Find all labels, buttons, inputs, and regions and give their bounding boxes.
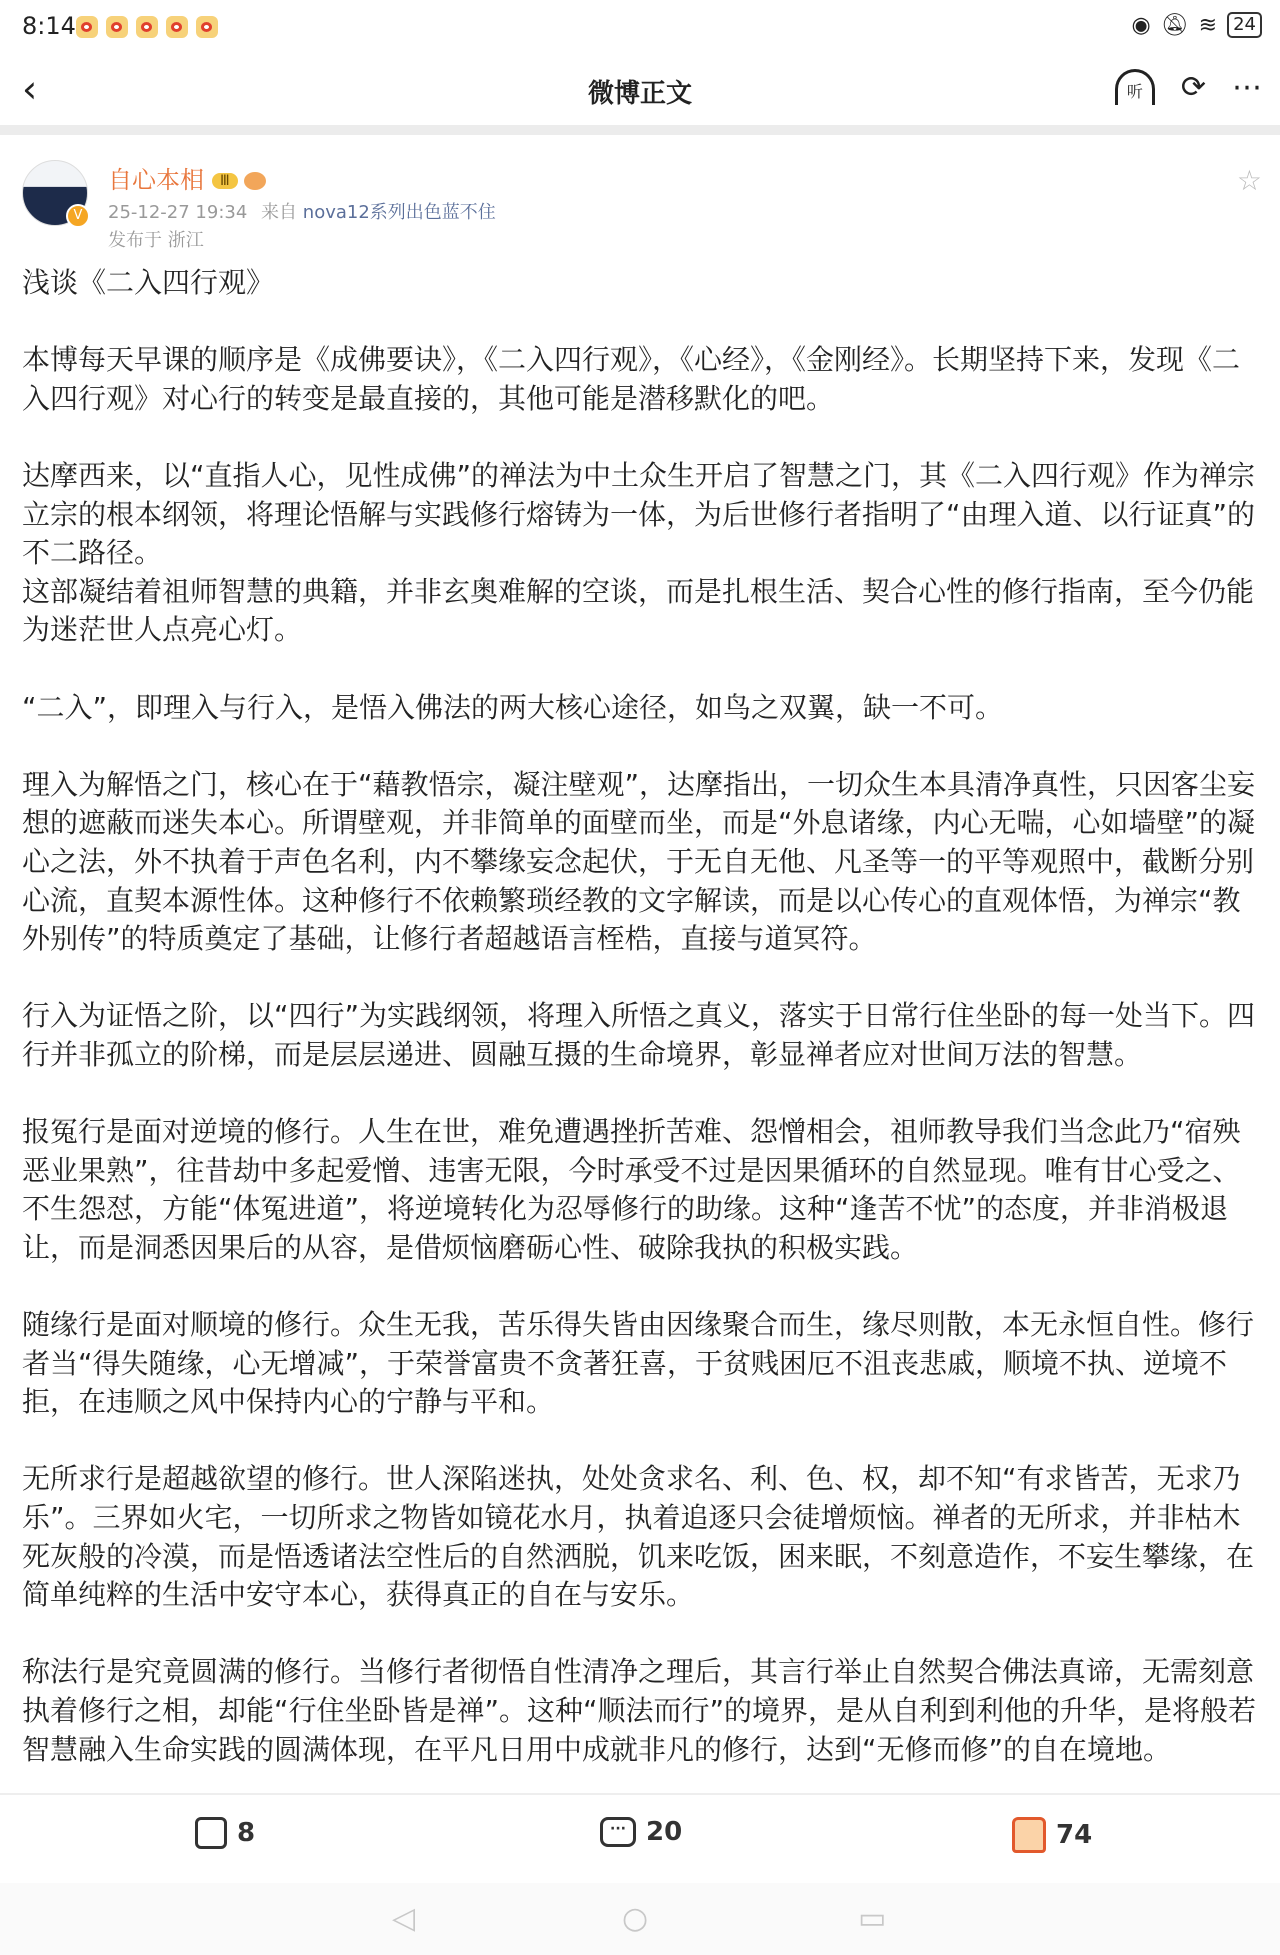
header-divider — [0, 125, 1280, 135]
fan-badge-icon[interactable] — [244, 172, 266, 190]
listen-headphones-icon[interactable]: 听 — [1115, 69, 1155, 105]
post-paragraph: 本博每天早课的顺序是《成佛要诀》，《二入四行观》，《心经》，《金刚经》。长期坚持下来，发现《二入四行观》对心行的转变是最直接的，其他可能是潜移默化的吧。 — [22, 343, 1241, 415]
weibo-notification-icon — [166, 16, 188, 38]
source-prefix: 来自 — [261, 202, 298, 223]
post-paragraph: 无所求行是超越欲望的修行。世人深陷迷执，处处贪求名、利、色、权，却不知“有求皆苦，无求乃乐”。三界如火宅，一切所求之物皆如镜花水月，执着追逐只会徒增烦恼。禅者的无所求，并非枯木死灰般的冷漠，而是悟透诸法空性后的自然洒脱，饥来吃饭，困来眠，不刻意造作，不妄生攀缘，在简单纯粹的生活中安守本心，获得真正的自在与安乐。 — [22, 1462, 1255, 1612]
top-nav-bar — [0, 55, 1280, 125]
crown-level-badge-icon[interactable]: Ⅲ — [212, 173, 238, 189]
status-time: 8:14 — [22, 12, 76, 40]
share-icon — [195, 1817, 227, 1849]
favorite-star-icon[interactable]: ☆ — [1236, 164, 1262, 197]
post-paragraph: 报冤行是面对逆境的修行。人生在世，难免遭遇挫折苦难、怨憎相会，祖师教导我们当念此乃“宿殃恶业果熟”，往昔劫中多起爱憎、违害无限，今时承受不过是因果循环的自然显现。唯有甘心受之、不生怨怼，方能“体冤进道”，将逆境转化为忍辱修行的助缘。这种“逢苦不忧”的态度，并非消极退让，而是洞悉因果后的从容，是借烦恼磨砺心性、破除我执的积极实践。 — [22, 1115, 1241, 1264]
post-paragraph: 达摩西来，以“直指人心，见性成佛”的禅法为中土众生开启了智慧之门，其《二入四行观》作为禅宗立宗的根本纲领，将理论悟解与实践修行熔铸为一体，为后世修行者指明了“由理入道、以行证真”的不二路径。 — [22, 458, 1256, 570]
author-name[interactable]: 自心本相 — [108, 166, 204, 194]
verified-badge-icon: V — [66, 204, 90, 228]
post-paragraph: “二入”，即理入与行入，是悟入佛法的两大核心途径，如鸟之双翼，缺一不可。 — [22, 690, 1004, 724]
system-nav-bar — [0, 1883, 1280, 1955]
like-button[interactable] — [1012, 1817, 1092, 1853]
nav-back-icon[interactable]: ◁ — [392, 1901, 416, 1936]
wifi-icon: ≋ — [1198, 12, 1218, 38]
nav-recents-icon[interactable]: ▭ — [858, 1901, 887, 1936]
author-row — [22, 160, 1262, 260]
comment-button[interactable] — [600, 1817, 682, 1847]
thumbs-up-icon — [1012, 1817, 1046, 1853]
nav-home-icon[interactable]: ○ — [622, 1901, 649, 1936]
post-content — [22, 264, 1262, 1769]
post-paragraph: 这部凝结着祖师智慧的典籍，并非玄奥难解的空谈，而是扎根生活、契合心性的修行指南，至今仍能为迷茫世人点亮心灯。 — [22, 574, 1255, 647]
repost-count: 8 — [237, 1818, 256, 1848]
post-paragraph: 行入为证悟之阶，以“四行”为实践纲领，将理入所悟之真义，落实于日常行住坐卧的每一处当下。四行并非孤立的阶梯，而是层层递进、圆融互摄的生命境界，彰显禅者应对世间万法的智慧。 — [22, 999, 1256, 1071]
post-source-link[interactable]: nova12系列出色蓝不住 — [302, 202, 496, 223]
post-paragraph: 随缘行是面对顺境的修行。众生无我，苦乐得失皆由因缘聚合而生，缘尽则散，本无永恒自性。修行者当“得失随缘，心无增减”，于荣誉富贵不贪著狂喜，于贫贱困厄不沮丧悲戚，顺境不执、逆境不拒，在违顺之风中保持内心的宁静与平和。 — [22, 1308, 1255, 1419]
post-paragraph: 理入为解悟之门，核心在于“藉教悟宗，凝注壁观”，达摩指出，一切众生本具清净真性，只因客尘妄想的遮蔽而迷失本心。所谓壁观，并非简单的面壁而坐，而是“外息诸缘，内心无喘，心如墙壁”的凝心之法，外不执着于声色名利，内不攀缘妄念起伏，于无自无他、凡圣等一的平等观照中，截断分别心流，直契本源性体。这种修行不依赖繁琐经教的文字解读，而是以心传心的直观体悟，为禅宗“教外别传”的特质奠定了基础，让修行者超越语言桎梏，直接与道冥符。 — [22, 767, 1256, 956]
eye-icon: ◉ — [1131, 12, 1151, 38]
action-bar — [0, 1793, 1280, 1885]
page-title: 微博正文 — [587, 79, 692, 109]
repost-button[interactable] — [195, 1817, 255, 1849]
refresh-search-icon[interactable]: ⟳ — [1180, 69, 1206, 105]
like-count: 74 — [1056, 1820, 1093, 1850]
back-button[interactable]: ‹ — [22, 67, 38, 111]
mute-bell-icon: 🔕︎ — [1160, 12, 1189, 38]
weibo-notification-icon — [196, 16, 218, 38]
post-meta — [108, 198, 496, 224]
post-date: 25-12-27 19:34 — [108, 202, 248, 223]
post-paragraph: 称法行是究竟圆满的修行。当修行者彻悟自性清净之理后，其言行举止自然契合佛法真谛，无需刻意执着修行之相，却能“行住坐卧皆是禅”。这种“顺法而行”的境界，是从自利到利他的升华，是将般若智慧融入生命实践的圆满体现，在平凡日用中成就非凡的修行，达到“无修而修”的自在境地。 — [22, 1655, 1257, 1766]
post-title: 浅谈《二入四行观》 — [22, 266, 275, 299]
comment-icon: ··· — [600, 1817, 636, 1847]
more-options-icon[interactable]: ⋯ — [1232, 69, 1262, 105]
comment-count: 20 — [646, 1817, 683, 1847]
status-bar — [0, 0, 1280, 55]
weibo-notification-icon — [76, 16, 98, 38]
weibo-notification-icon — [106, 16, 128, 38]
weibo-notification-icon — [136, 16, 158, 38]
battery-icon: 24 — [1227, 12, 1262, 38]
author-name-row — [108, 160, 266, 195]
post-location: 发布于 浙江 — [108, 230, 204, 251]
